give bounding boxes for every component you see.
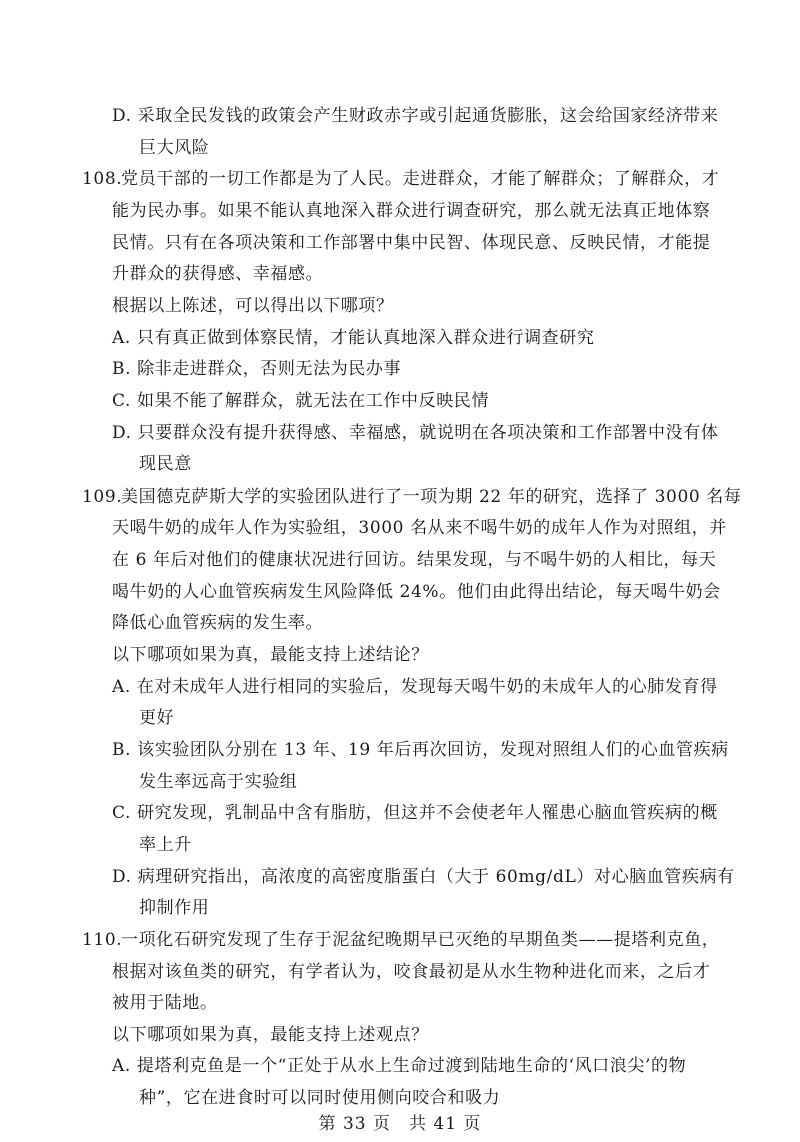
q110-number: 110. xyxy=(82,930,123,950)
q109-stem-line5: 降低心血管疾病的发生率。 xyxy=(112,613,324,633)
q107-option-d-line2: 巨大风险 xyxy=(139,138,210,158)
q109-option-d-line2: 抑制作用 xyxy=(139,898,210,918)
q107-option-d-line1: D. 采取全民发钱的政策会产生财政赤字或引起通货膨胀，这会给国家经济带来 xyxy=(112,106,719,126)
q108-stem-line2: 能为民办事。如果不能认真地深入群众进行调查研究，那么就无法真正地体察 xyxy=(112,201,711,221)
q109-option-b-line2: 发生率远高于实验组 xyxy=(139,772,298,792)
q109-stem-line4: 喝牛奶的人心血管疾病发生风险降低 24%。他们由此得出结论，每天喝牛奶会 xyxy=(112,582,721,602)
q109-stem-line3: 在 6 年后对他们的健康状况进行回访。结果发现，与不喝牛奶的人相比，每天 xyxy=(112,550,717,570)
page-number-footer: 第 33 页 共 41 页 xyxy=(318,1114,482,1134)
q109-stem-line1: 美国德克萨斯大学的实验团队进行了一项为期 22 年的研究，选择了 3000 名每 xyxy=(121,487,742,507)
q108-option-a: A. 只有真正做到体察民情，才能认真地深入群众进行调查研究 xyxy=(112,328,595,348)
q109-stem-line2: 天喝牛奶的成年人作为实验组，3000 名从来不喝牛奶的成年人作为对照组，并 xyxy=(112,518,727,538)
q108-stem-line4: 升群众的获得感、幸福感。 xyxy=(112,264,324,284)
q109-option-d-line1: D. 病理研究指出，高浓度的高密度脂蛋白（大于 60mg/dL）对心脑血管疾病有 xyxy=(112,867,735,887)
q108-number: 108. xyxy=(82,169,123,189)
q109-option-b-line1: B. 该实验团队分别在 13 年、19 年后再次回访，发现对照组人们的心血管疾病 xyxy=(112,740,729,760)
q109-option-c-line1: C. 研究发现，乳制品中含有脂肪，但这并不会使老年人罹患心脑血管疾病的概 xyxy=(112,803,718,823)
q109-option-a-line1: A. 在对未成年人进行相同的实验后，发现每天喝牛奶的未成年人的心肺发育得 xyxy=(112,677,718,697)
q110-option-a-line2: 种”，它在进食时可以同时使用侧向咬合和吸力 xyxy=(139,1088,501,1108)
q110-stem-line3: 被用于陆地。 xyxy=(112,993,218,1013)
q110-stem-line2: 根据对该鱼类的研究，有学者认为，咬食最初是从水生物种进化而来，之后才 xyxy=(112,962,711,982)
q109-option-a-line2: 更好 xyxy=(139,708,175,728)
q108-option-d-line1: D. 只要群众没有提升获得感、幸福感，就说明在各项决策和工作部署中没有体 xyxy=(112,423,719,443)
q108-option-d-line2: 现民意 xyxy=(139,454,192,474)
q108-stem-line3: 民情。只有在各项决策和工作部署中集中民智、体现民意、反映民情，才能提 xyxy=(112,233,711,253)
q108-option-c: C. 如果不能了解群众，就无法在工作中反映民情 xyxy=(112,391,490,411)
q110-question: 以下哪项如果为真，最能支持上述观点？ xyxy=(112,1025,429,1045)
q109-question: 以下哪项如果为真，最能支持上述结论？ xyxy=(112,645,429,665)
q110-option-a-line1: A. 提塔利克鱼是一个“正处于从水上生命过渡到陆地生命的‘风口浪尖’的物 xyxy=(112,1056,687,1076)
q108-stem-line1: 党员干部的一切工作都是为了人民。走进群众，才能了解群众；了解群众，才 xyxy=(121,169,720,189)
q109-number: 109. xyxy=(82,487,123,507)
q108-question: 根据以上陈述，可以得出以下哪项？ xyxy=(112,296,394,316)
q109-option-c-line2: 率上升 xyxy=(139,835,192,855)
q108-option-b: B. 除非走进群众，否则无法为民办事 xyxy=(112,359,402,379)
q110-stem-line1: 一项化石研究发现了生存于泥盆纪晚期早已灭绝的早期鱼类——提塔利克鱼， xyxy=(121,930,720,950)
